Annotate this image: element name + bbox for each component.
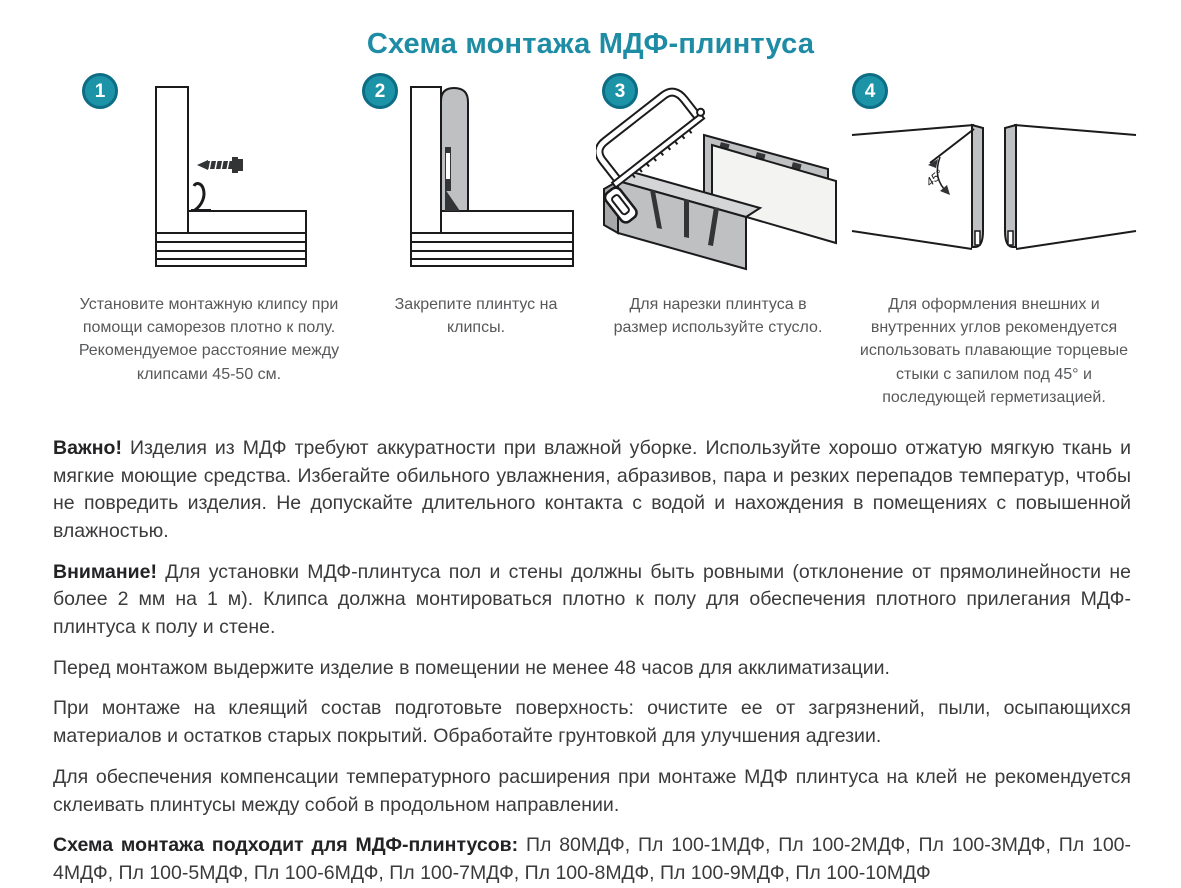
step-2	[360, 71, 592, 409]
step-3-number-badge: 3	[602, 73, 638, 109]
corner-joint-diagram	[844, 83, 1144, 273]
steps-row	[0, 71, 1181, 409]
step-4-caption: Для оформления внешних и внутренних углов рекомендуется использовать плавающие торцевые стыки с запилом под 45° и последующей герметизацией.	[859, 296, 1129, 406]
step-1-number-badge: 1	[82, 73, 118, 109]
step-2-number-badge: 2	[362, 73, 398, 109]
step-4	[844, 71, 1144, 409]
step-1-caption: Установите монтажную клипсу при помощи саморезов плотно к полу. Рекомендуемое расстояние между клипсами 45-50 см.	[78, 296, 340, 383]
step-4-diagram	[844, 71, 1144, 273]
step-2-diagram	[360, 71, 592, 273]
paragraph-attention-lead: Внимание!	[53, 560, 157, 583]
miter-angle-label: 45°	[922, 166, 946, 190]
step-1	[58, 71, 360, 409]
notes-section	[0, 409, 1181, 888]
plinth-on-clip-diagram	[361, 81, 591, 273]
step-3-caption: Для нарезки плинтуса в размер используйте стусло.	[613, 296, 823, 337]
paragraph-compatible-models-lead: Схема монтажа подходит для МДФ-плинтусов:	[53, 834, 519, 857]
paragraph-important-lead: Важно!	[53, 436, 122, 459]
paragraph-important-text: Изделия из МДФ требуют аккуратности при влажной уборке. Используйте хорошо отжатую мягкую ткань и мягкие моющие средства. Избегайте обильного увлажнения, абразивов, пара и резких перепадов температур, чтобы не повредить изделия. Не допускайте длительного контакта с водой и нахождения в помещениях с повышенной влажностью.	[53, 436, 1131, 542]
clip-installation-diagram	[94, 81, 324, 273]
paragraph-attention-text: Для установки МДФ-плинтуса пол и стены должны быть ровными (отклонение от прямолинейности не более 2 мм на 1 м). Клипса должна монтироваться плотно к полу для обеспечения плотного прилегания МДФ-плинтуса к полу и стене.	[53, 560, 1131, 639]
paragraph-glue-surface: При монтаже на клеящий состав подготовьте поверхность: очистите ее от загрязнений, пыли, осыпающихся материалов и остатков старых покрытий. Обработайте грунтовкой для улучшения адгезии.	[53, 697, 1131, 748]
screw-icon	[197, 157, 243, 173]
paragraph-important	[53, 435, 1131, 546]
step-4-number-badge: 4	[852, 73, 888, 109]
page-title: Схема монтажа МДФ-плинтуса	[366, 28, 815, 60]
paragraph-attention	[53, 559, 1131, 642]
paragraph-compatible-models-text: Пл 80МДФ, Пл 100-1МДФ, Пл 100-2МДФ, Пл 100-3МДФ, Пл 100-4МДФ, Пл 100-5МДФ, Пл 100-6МДФ, Пл 100-7МДФ, Пл 100-8МДФ, Пл 100-9МДФ, Пл 100-10МДФ	[53, 834, 1131, 884]
paragraph-compatible-models	[53, 832, 1131, 887]
paragraph-expansion: Для обеспечения компенсации температурного расширения при монтаже МДФ плинтуса на клей не рекомендуется склеивать плинтусы между собой в продольном направлении.	[53, 765, 1131, 816]
step-3	[592, 71, 844, 409]
paragraph-acclimatization: Перед монтажом выдержите изделие в помещении не менее 48 часов для акклиматизации.	[53, 656, 890, 679]
step-2-caption: Закрепите плинтус на клипсы.	[394, 296, 558, 337]
